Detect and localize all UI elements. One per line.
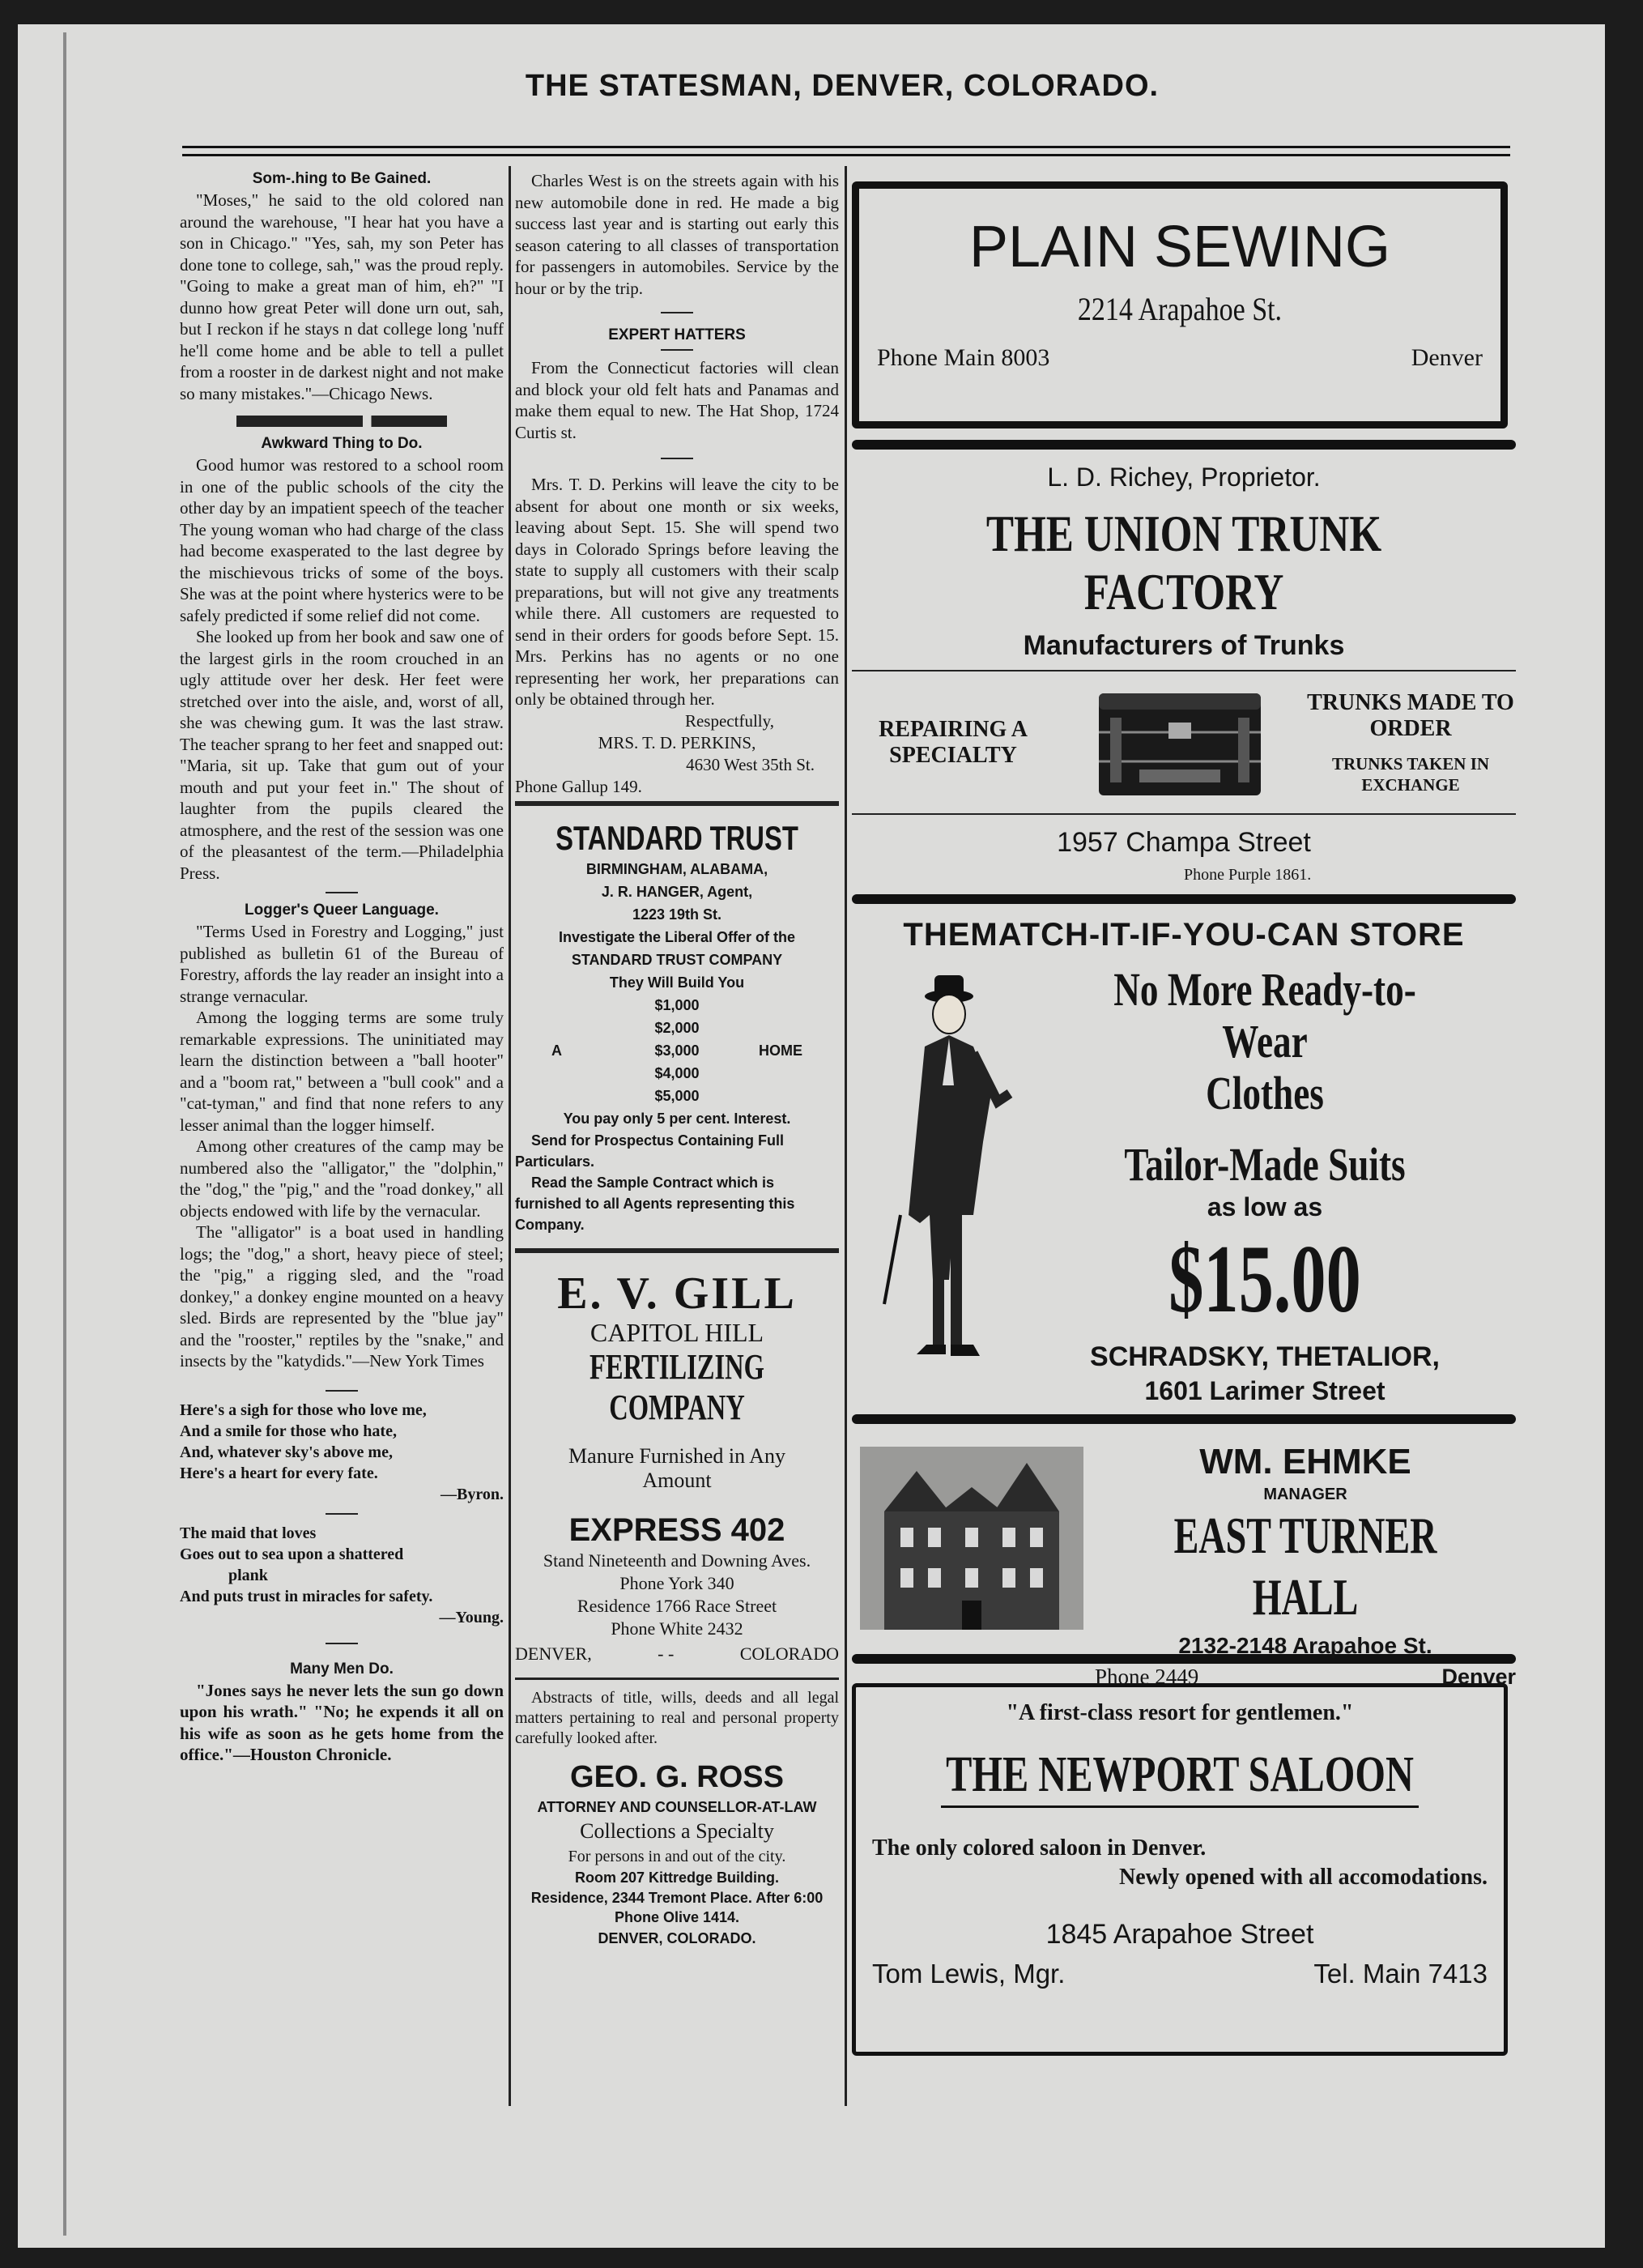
sewing-contact (877, 344, 1483, 372)
trunk-address: 1957 Champa Street (1057, 827, 1311, 858)
trust-line: Read the Sample Contract which is furnished to all Agents representing this Company. (515, 1174, 795, 1233)
page-fold-edge (63, 32, 66, 2236)
column-two (515, 170, 839, 1950)
masthead-rule-top (182, 146, 1510, 148)
article-body: The "alligator" is a boat used in handling logs; the "dog," a short, heavy piece of steel; the "pig," a rigging sled, and the "road donkey," a donkey engine mounted on a heavy sled. Birds are represented by the "blue jay" and the "rooster," reptiles by the "snake," and insects by the "katydids."—New York Times (180, 1222, 504, 1371)
article-title: Awkward Thing to Do. (261, 435, 423, 452)
saloon-line: The only colored saloon in Denver. (872, 1835, 1207, 1861)
divider (326, 1643, 358, 1644)
trust-amount: $4,000 (654, 1064, 700, 1081)
trust-home: HOME (759, 1042, 802, 1059)
saloon-line: Newly opened with all accomodations. (1119, 1865, 1488, 1890)
ross-name: GEO. G. ROSS (570, 1759, 784, 1794)
ross-room: Room 207 Kittredge Building. (574, 1869, 780, 1886)
trust-city: BIRMINGHAM, ALABAMA, (585, 860, 768, 877)
hall-contact (1095, 1662, 1516, 1691)
trunk-order-text: TRUNKS MADE TO ORDER (1307, 689, 1514, 741)
trust-amounts (515, 994, 839, 1107)
masthead-rule-bottom (182, 154, 1510, 156)
article-title: Many Men Do. (290, 1660, 394, 1678)
column-rule-1 (509, 166, 511, 2106)
match-title: THEMATCH-IT-IF-YOU-CAN STORE (903, 917, 1465, 953)
divider (326, 892, 358, 893)
gill-line: Manure Furnished in Any Amount (568, 1443, 785, 1492)
divider (852, 813, 1516, 815)
divider (852, 440, 1516, 450)
divider (661, 458, 693, 459)
article-body: Good humor was restored to a school room in one of the public schools of the city the other day by an impatient speech of the teacher The young woman who had charge of the class had become exasperated to the last degree by the mischievous tricks of some of the boys. She was at the point where hysterics were to be safely predicted if some relief did not come. (180, 455, 504, 625)
hall-manager: MANAGER (1263, 1486, 1347, 1503)
hall-name: WM. EHMKE (1199, 1442, 1411, 1481)
perkins-signoff: MRS. T. D. PERKINS, (598, 732, 756, 752)
hall-city: Denver (1441, 1665, 1516, 1689)
gill-state: COLORADO (739, 1643, 839, 1664)
gill-phone: Phone White 2432 (611, 1618, 743, 1639)
verse-young (180, 1523, 504, 1628)
perkins-signoff: 4630 West 35th St. (686, 754, 815, 774)
verse-line: Here's a sigh for those who love me, (180, 1400, 427, 1419)
column-three (852, 170, 1516, 2056)
masthead: THE STATESMAN, DENVER, COLORADO. (525, 69, 1160, 103)
divider (852, 894, 1516, 904)
trunk-exchange-text: TRUNKS TAKEN IN EXCHANGE (1331, 753, 1490, 795)
verse-line: And puts trust in miracles for safety. (180, 1587, 433, 1605)
trust-line: They Will Build You (609, 974, 745, 991)
newport-saloon-ad (852, 1683, 1508, 2056)
trust-line: You pay only 5 per cent. Interest. (563, 1110, 791, 1127)
hall-copy (1095, 1435, 1516, 1691)
perkins-notice: Mrs. T. D. Perkins will leave the city to be absent for about one month or six weeks, leaving about Sept. 15. She will spend two days in Colorado Springs before leaving the state to supply all customers with their scalp preparations, but will not give any treatments while there. All customers are requested to send in their orders for goods before Sept. 15. Mrs. Perkins has no agents or no one representing her work, her preparations can only be obtained through her. (515, 475, 839, 709)
ross-city: DENVER, COLORADO. (598, 1929, 756, 1946)
verse-line: Goes out to sea upon a shattered (180, 1545, 404, 1563)
verse-attribution: —Young. (439, 1608, 504, 1626)
match-copy (1022, 964, 1508, 1408)
trust-agent: J. R. HANGER, Agent, (601, 883, 753, 900)
verse-line: plank (228, 1566, 268, 1584)
article-title: Logger's Queer Language. (245, 902, 439, 919)
saloon-address: 1845 Arapahoe Street (1045, 1919, 1314, 1950)
gill-city: DENVER, (515, 1643, 592, 1664)
saloon-manager: Tom Lewis, Mgr. (872, 1959, 1066, 1989)
ross-residence: Residence, 2344 Tremont Place. After 6:00 Phone Olive 1414. (530, 1889, 824, 1925)
union-trunk-ad (852, 461, 1516, 894)
hall-phone: Phone 2449 (1095, 1665, 1199, 1689)
saloon-tagline: "A first-class resort for gentlemen." (1006, 1700, 1354, 1725)
trunk-proprietor: L. D. Richey, Proprietor. (1047, 463, 1321, 492)
gill-ad (515, 1269, 839, 1668)
trunk-row (852, 671, 1516, 813)
trunk-manufacturers: Manufacturers of Trunks (1023, 630, 1345, 661)
trust-amount: $1,000 (654, 996, 700, 1013)
divider (852, 1414, 1516, 1424)
sewing-city: Denver (1411, 344, 1483, 371)
east-turner-hall-ad (852, 1435, 1516, 1689)
divider (661, 349, 693, 351)
trunk-icon (1091, 682, 1269, 804)
divider (326, 1390, 358, 1392)
trunk-title: THE UNION TRUNK FACTORY (985, 505, 1382, 620)
gill-company: FERTILIZING COMPANY (590, 1346, 764, 1427)
saloon-title: THE NEWPORT SALOON (946, 1747, 1414, 1802)
trust-a: A (551, 1042, 562, 1059)
verse-byron (180, 1400, 504, 1505)
article-body: "Moses," he said to the old colored nan around the warehouse, "I hear hat you have a son in Chicago." "Yes, sah, my son Peter has done tone to college, sah," was the proud reply. "Going to make a great man of him, eh?" "I dunno how great Peter will done urn out, sah, but I reckon if he stays n dat college long 'nuff he'll come home and be able to tell a pullet from a rooster in de darkest night and not make so many mistakes."—Chicago News. (180, 190, 504, 403)
gill-subtitle: CAPITOL HILL (590, 1317, 764, 1347)
gentleman-illustration (852, 972, 1014, 1377)
ross-title: ATTORNEY AND COUNSELLOR-AT-LAW (537, 1798, 817, 1815)
trust-line: Send for Prospectus Containing Full Particulars. (515, 1132, 785, 1170)
verse-attribution: —Byron. (441, 1485, 504, 1503)
article-body: Among other creatures of the camp may be numbered also the "alligator," the "dolphin," the "dog," the "pig," and the "road donkey," all objects endowed with life by the vernacular. (180, 1136, 504, 1221)
trust-amount: $2,000 (654, 1019, 700, 1036)
sewing-title: PLAIN SEWING (968, 215, 1391, 279)
trunk-phone: Phone Purple 1861. (1184, 866, 1312, 884)
article-body: "Jones says he never lets the sun go down upon his wrath." "No; he expends it all on his wife as soon as he gets home from the office."—Houston Chronicle. (180, 1680, 504, 1764)
divider (515, 801, 839, 806)
ross-ad (515, 1688, 839, 1950)
abstracts-notice: Abstracts of title, wills, deeds and all legal matters pertaining to real and personal property carefully looked after. (515, 1688, 839, 1747)
article-title: Som-.hing to Be Gained. (252, 170, 432, 187)
trust-amount: $3,000 (654, 1042, 700, 1059)
ornament-divider (236, 416, 447, 427)
verse-line: And, whatever sky's above me, (180, 1443, 393, 1461)
divider (661, 312, 693, 313)
trunk-repairing: REPAIRING A SPECIALTY (879, 716, 1028, 768)
hall-title: EAST TURNER HALL (1173, 1507, 1437, 1626)
perkins-signoff: Phone Gallup 149. (515, 776, 642, 796)
match-line: No More Ready-to-Wear (1113, 963, 1416, 1068)
trust-line: STANDARD TRUST COMPANY (571, 951, 783, 968)
verse-line: And a smile for those who hate, (180, 1422, 397, 1440)
match-price: $15.00 (1168, 1225, 1361, 1332)
gill-express: EXPRESS 402 (568, 1511, 785, 1548)
standard-trust-ad (515, 819, 839, 1235)
gill-dash: - - (658, 1643, 675, 1664)
match-address: 1601 Larimer Street (1144, 1376, 1385, 1405)
hatters-title: EXPERT HATTERS (608, 326, 746, 343)
match-line: as low as (1207, 1192, 1323, 1221)
west-notice: Charles West is on the streets again with his new automobile done in red. He made a big success last year and is starting out early this season catering to all classes of transportation for passengers in automobiles. Service by the hour or by the trip. (515, 171, 839, 298)
verse-line: Here's a heart for every fate. (180, 1464, 378, 1482)
plain-sewing-ad (852, 181, 1508, 428)
match-line: Clothes (1206, 1067, 1324, 1119)
article-body: She looked up from her book and saw one of the largest girls in the room crouched in an ugly attitude over her desk. Her feet were stretched over into the aisle, and, worst of all, she was chewing gum. It was the last straw. The teacher sprang to her feet and snapped out: "Maria, sit up. Take that gum out of your mouth and put your feet in." The shout of laughter from the pupils cleared the atmosphere, and the rest of the session was one of the pleasantest of the term.—Philadelphia Press. (180, 627, 504, 883)
saloon-contact (872, 1957, 1488, 1991)
gill-residence: Residence 1766 Race Street (577, 1595, 777, 1616)
sewing-phone: Phone Main 8003 (877, 344, 1050, 371)
article-body: Among the logging terms are some truly remarkable expressions. The uninitiated may learn the distinction between a "ball hooter" and a "boom rat," between a "bull cook" and a "cat-tyman," and find that none refers to any lesser animal than the logger himself. (180, 1008, 504, 1135)
match-name: SCHRADSKY, THETALIOR, (1090, 1341, 1440, 1372)
gill-phone: Phone York 340 (619, 1572, 734, 1593)
verse-line: The maid that loves (180, 1524, 317, 1542)
match-line: Tailor-Made Suits (1124, 1138, 1406, 1191)
ross-persons: For persons in and out of the city. (568, 1847, 786, 1865)
saloon-phone: Tel. Main 7413 (1313, 1959, 1488, 1989)
gill-name: E. V. GILL (557, 1268, 797, 1319)
trust-address: 1223 19th St. (632, 906, 722, 923)
gill-location (515, 1640, 839, 1668)
perkins-signoff: Respectfully, (684, 710, 774, 731)
divider (326, 1513, 358, 1515)
trunk-made-to-order (1305, 690, 1516, 795)
article-body: "Terms Used in Forestry and Logging," just published as bulletin 61 of the Bureau of Forestry, affords the lay reader an insight into a strange vernacular. (180, 922, 504, 1006)
gill-stand: Stand Nineteenth and Downing Aves. (543, 1550, 811, 1571)
saloon-underline (941, 1805, 1419, 1808)
divider (515, 1248, 839, 1253)
column-one (180, 170, 504, 1766)
trust-amount: $5,000 (654, 1087, 700, 1104)
ross-collections: Collections a Specialty (580, 1818, 774, 1843)
hall-address: 2132-2148 Arapahoe St. (1178, 1633, 1432, 1658)
hall-illustration (860, 1447, 1083, 1630)
hatters-body: From the Connecticut factories will clean and block your old felt hats and Panamas and make them equal to new. The Hat Shop, 1724 Curtis st. (515, 358, 839, 442)
match-store-ad (852, 915, 1516, 1405)
trust-line: Investigate the Liberal Offer of the (558, 928, 796, 945)
sewing-address: 2214 Arapahoe St. (1077, 291, 1283, 327)
trust-title: STANDARD TRUST (555, 818, 798, 857)
divider (515, 1678, 839, 1680)
column-rule-2 (845, 166, 847, 2106)
